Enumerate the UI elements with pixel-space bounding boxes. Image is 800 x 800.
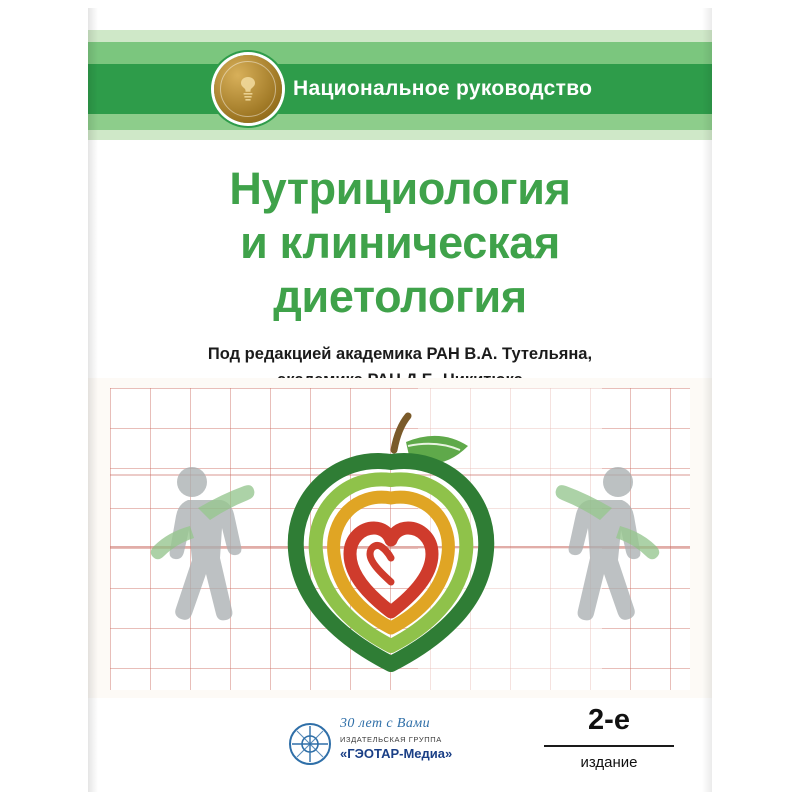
editors-line-1: Под редакцией академика РАН В.А. Тутельяна, xyxy=(207,345,593,363)
book-cover xyxy=(88,8,712,792)
edition-word: издание xyxy=(544,745,674,771)
publisher-block xyxy=(288,712,498,774)
cover-footer xyxy=(88,698,712,792)
band-stripe-light-top xyxy=(88,42,712,64)
band-stripe-light-bottom xyxy=(88,114,712,130)
publisher-name: «ГЭОТАР-Медиа» xyxy=(340,746,453,761)
edition-number: 2-е xyxy=(588,704,630,736)
emblem-glyph-icon xyxy=(231,72,265,106)
title-line-2: и клиническая xyxy=(240,217,560,268)
apple-heart-illustration xyxy=(266,406,516,676)
heart-inner-accent xyxy=(370,545,391,582)
title-line-3: диетология xyxy=(273,271,527,322)
title-block xyxy=(88,148,712,378)
gold-medallion-emblem xyxy=(214,55,282,123)
left-page-edge-shadow xyxy=(88,8,98,792)
page-title xyxy=(88,148,712,324)
publisher-group-line: ИЗДАТЕЛЬСКАЯ ГРУППА xyxy=(340,735,442,744)
emblem-inner-ring xyxy=(220,61,276,117)
series-band xyxy=(88,8,712,148)
publisher-text xyxy=(340,716,500,761)
apple-stem xyxy=(394,416,408,450)
right-page-edge-shadow xyxy=(702,8,712,792)
edition-block xyxy=(544,706,674,771)
band-stripe-pale-bottom xyxy=(88,130,712,140)
publisher-slogan: 30 лет с Вами xyxy=(340,716,430,731)
human-figure-right-icon xyxy=(514,460,664,640)
series-label: Национальное руководство xyxy=(293,77,593,100)
band-stripe-pale-top xyxy=(88,30,712,42)
cover-illustration xyxy=(88,378,712,698)
geotar-media-logo xyxy=(288,722,332,766)
title-line-1: Нутрициология xyxy=(229,163,571,214)
